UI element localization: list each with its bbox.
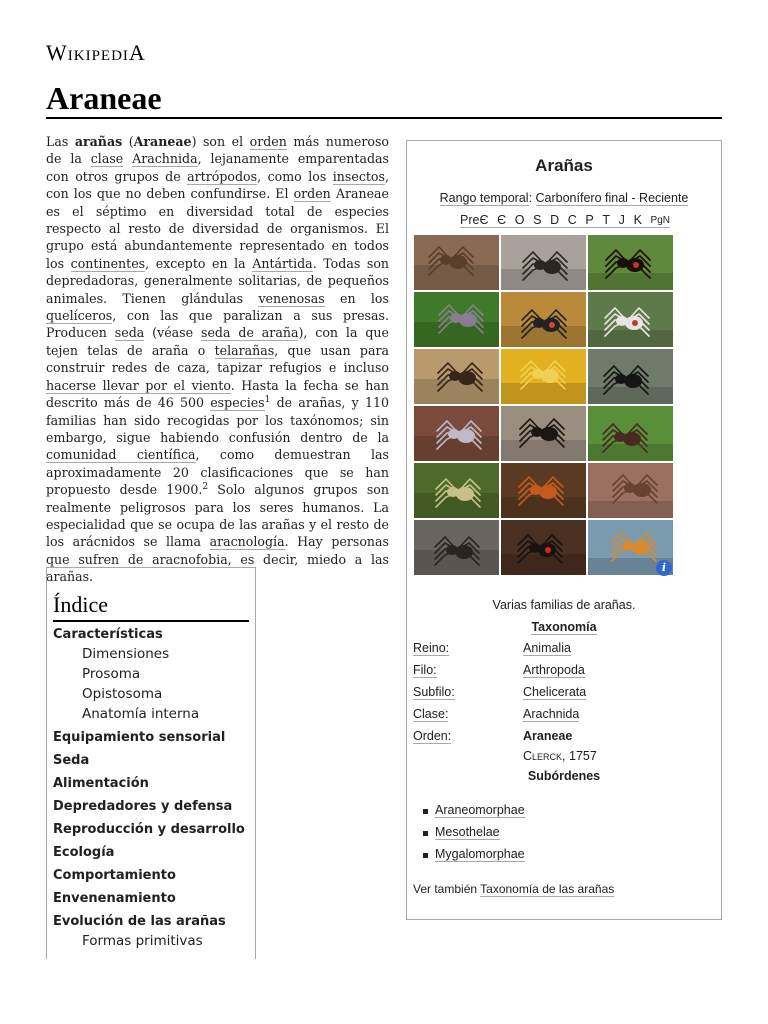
taxonomy-value[interactable]: Arthropoda xyxy=(523,663,585,677)
table-of-contents xyxy=(46,567,256,959)
spider-photo-14[interactable] xyxy=(501,463,586,518)
toc-item[interactable]: Características xyxy=(53,627,163,642)
intro-text: (véase xyxy=(144,325,201,341)
intro-text xyxy=(123,151,132,166)
spider-photo-image xyxy=(414,463,499,518)
taxobox-title: Arañas xyxy=(535,156,593,175)
intro-link[interactable]: clase xyxy=(90,151,124,167)
spider-photo-3[interactable] xyxy=(588,235,673,290)
intro-link[interactable]: venenosas xyxy=(258,290,325,306)
spider-photo-image xyxy=(501,235,586,290)
info-icon[interactable]: i xyxy=(656,560,672,576)
spider-photo-10[interactable] xyxy=(414,406,499,461)
period-label[interactable]: C xyxy=(567,213,577,227)
authority-name: Clerck xyxy=(523,749,563,763)
toc-item[interactable]: Dimensiones xyxy=(82,646,170,662)
period-label[interactable]: Є xyxy=(497,213,507,227)
intro-link[interactable]: aracnología xyxy=(209,534,285,550)
intro-link[interactable]: orden xyxy=(249,134,287,149)
period-label[interactable]: K xyxy=(633,213,642,227)
intro-paragraph xyxy=(46,133,389,586)
intro-text: , con los que no deben confundirse. El xyxy=(46,168,389,202)
intro-link[interactable]: continentes xyxy=(70,255,146,271)
authority-year: , 1757 xyxy=(562,749,597,763)
intro-link[interactable]: seda de araña xyxy=(201,325,299,341)
spider-photo-image xyxy=(501,520,586,575)
intro-bold: Araneae xyxy=(133,134,192,149)
period-label[interactable]: D xyxy=(550,213,560,227)
intro-text: , como los xyxy=(257,168,333,184)
spider-photo-15[interactable] xyxy=(588,463,673,518)
intro-text: ), con la que tejen telas de araña o xyxy=(46,325,389,358)
toc-item[interactable]: Reproducción y desarrollo xyxy=(53,822,245,837)
spider-photo-6[interactable] xyxy=(588,292,673,347)
spider-photo-9[interactable] xyxy=(588,349,673,404)
period-label[interactable]: P xyxy=(585,213,594,227)
spider-photo-image xyxy=(414,292,499,347)
intro-link[interactable]: Arachnida xyxy=(132,151,198,167)
intro-text: ) son el xyxy=(191,134,250,149)
taxonomy-header xyxy=(407,620,721,634)
suborders-header: Subórdenes xyxy=(527,769,601,783)
intro-link[interactable]: aracnofobia xyxy=(152,551,228,567)
intro-link[interactable]: Antártida xyxy=(252,255,313,271)
intro-link[interactable]: artrópodos xyxy=(187,168,258,184)
intro-text: Araneae es el séptimo en diversidad total de especies respecto al resto de diversidad de organismos. El grupo está abundantemente representado en todos los xyxy=(46,186,390,271)
intro-link[interactable]: seda xyxy=(114,325,145,341)
wordmark-final: A xyxy=(128,40,146,65)
spider-photo-image xyxy=(501,406,586,461)
intro-link[interactable]: hacerse llevar por el viento xyxy=(46,377,231,393)
intro-text: . Hay personas que sufren de xyxy=(46,534,389,567)
temporal-range-value[interactable]: Carbonífero final - Reciente xyxy=(535,191,689,205)
toc-item[interactable]: Alimentación xyxy=(53,776,149,791)
suborder-link[interactable]: Mygalomorphae xyxy=(435,847,525,861)
period-label[interactable]: O xyxy=(514,213,525,227)
intro-text: , es decir, miedo a las arañas. xyxy=(46,551,389,585)
intro-link[interactable]: insectos xyxy=(332,168,385,184)
temporal-range-link[interactable]: Rango temporal xyxy=(439,191,529,205)
spider-photo-image xyxy=(414,349,499,404)
period-label[interactable]: PgN xyxy=(650,215,670,226)
taxonomy-value[interactable]: Arachnida xyxy=(523,707,580,721)
period-label[interactable]: S xyxy=(533,213,542,227)
intro-text: . Hasta la fecha se han descrito más de 46 500 xyxy=(46,377,389,411)
suborder-item xyxy=(421,825,525,847)
toc-item[interactable]: Prosoma xyxy=(82,666,141,682)
spider-photo-image xyxy=(414,520,499,575)
toc-item[interactable]: Opistosoma xyxy=(82,686,163,702)
spider-photo-17[interactable] xyxy=(501,520,586,575)
toc-item[interactable]: Envenenamiento xyxy=(53,891,176,906)
intro-text: de arañas, y 110 familias han sido recogidas por los taxónomos; sin embargo, sigue habiendo confusión dentro de la xyxy=(46,395,389,445)
intro-text: , lejanamente emparentadas con otros grupos de xyxy=(46,151,389,184)
intro-text: , como demuestran las aproximadamente 20 clasificaciones que se han propuesto desde 1900. xyxy=(46,447,389,498)
taxonomy-rank[interactable]: Subfilo: xyxy=(413,685,455,699)
toc-item[interactable]: Ecología xyxy=(53,845,115,860)
spider-photo-image xyxy=(588,406,673,461)
taxonomy-value[interactable]: Animalia xyxy=(523,641,571,655)
intro-link[interactable]: especies xyxy=(210,395,265,411)
spider-photo-8[interactable] xyxy=(501,349,586,404)
wikipedia-wordmark[interactable] xyxy=(46,40,146,66)
spider-photo-image xyxy=(501,349,586,404)
period-label[interactable]: T xyxy=(602,213,611,227)
intro-link[interactable]: telarañas xyxy=(214,342,275,358)
period-label[interactable]: PreЄ xyxy=(460,213,489,227)
suborder-link[interactable]: Mesothelae xyxy=(435,825,500,839)
temporal-range: Rango temporal: Carbonífero final - Reciente xyxy=(439,191,689,205)
spider-photo-image xyxy=(588,349,673,404)
spider-photo-image xyxy=(414,406,499,461)
intro-text: , con las que paralizan a sus presas. Producen xyxy=(46,308,389,341)
spider-photo-4[interactable] xyxy=(414,292,499,347)
gallery-caption: Varias familias de arañas. xyxy=(492,598,636,612)
taxonomy-value: Araneae xyxy=(523,729,573,743)
see-also-prefix: Ver también xyxy=(413,882,481,896)
spider-photo-11[interactable] xyxy=(501,406,586,461)
suborder-item xyxy=(421,847,525,869)
spider-photo-12[interactable] xyxy=(588,406,673,461)
period-label[interactable]: J xyxy=(618,213,625,227)
spider-photo-13[interactable] xyxy=(414,463,499,518)
spider-photo-image xyxy=(414,235,499,290)
spider-photo-image xyxy=(588,292,673,347)
intro-text: en los xyxy=(324,290,389,306)
wordmark-initial: W xyxy=(46,40,68,65)
suborders-list xyxy=(421,803,525,869)
intro-link[interactable]: quelíceros xyxy=(46,308,113,324)
spider-photo-image xyxy=(588,235,673,290)
page-title: Araneae xyxy=(46,80,162,116)
reference-link[interactable]: 1 xyxy=(264,394,271,405)
spider-photo-image xyxy=(501,463,586,518)
taxonomy-link[interactable]: Taxonomía xyxy=(531,620,597,634)
toc-title: Índice xyxy=(53,592,249,622)
reference-link[interactable]: 2 xyxy=(202,481,209,492)
intro-text: más numeroso de la xyxy=(46,134,390,167)
geologic-period-bar[interactable] xyxy=(460,213,670,228)
spider-photo-image xyxy=(501,292,586,347)
taxonomy-rank[interactable]: Reino: xyxy=(413,641,450,655)
spider-photo-16[interactable] xyxy=(414,520,499,575)
suborder-item xyxy=(421,803,525,825)
taxonomy-rank[interactable]: Orden: xyxy=(413,729,452,743)
toc-list xyxy=(47,626,255,951)
toc-item[interactable]: Seda xyxy=(53,753,90,768)
intro-link[interactable]: comunidad científica xyxy=(46,447,196,463)
title-divider xyxy=(46,117,722,119)
spider-photo-7[interactable] xyxy=(414,349,499,404)
toc-item[interactable]: Evolución de las arañas xyxy=(53,914,226,929)
intro-bold: arañas xyxy=(74,134,123,149)
taxon-authority xyxy=(523,749,597,763)
toc-item[interactable]: Anatomía interna xyxy=(82,706,200,722)
spider-photo-2[interactable] xyxy=(501,235,586,290)
intro-text: Solo algunos grupos son realmente peligrosos para los seres humanos. La especialidad que se ocupa de las arañas y el resto de los arácnidos se llama xyxy=(46,482,390,550)
spider-photo-gallery[interactable] xyxy=(414,235,675,577)
intro-link[interactable]: orden xyxy=(293,186,331,202)
see-also xyxy=(413,882,614,896)
intro-text: . Todas son depredadoras, generalmente solitarias, de pequeños animales. Tienen glándulas xyxy=(46,255,390,306)
toc-item[interactable]: Comportamiento xyxy=(53,868,176,883)
taxonomy-rank[interactable]: Clase: xyxy=(413,707,449,721)
intro-text: Las xyxy=(46,134,75,149)
intro-text: , excepto en la xyxy=(145,255,253,271)
spider-photo-5[interactable] xyxy=(501,292,586,347)
see-also-link[interactable]: Taxonomía de las arañas xyxy=(480,882,615,896)
spider-photo-image xyxy=(588,463,673,518)
intro-text: ( xyxy=(122,134,134,149)
suborder-link[interactable]: Araneomorphae xyxy=(435,803,525,817)
taxobox xyxy=(406,140,722,920)
taxonomy-rank[interactable]: Filo: xyxy=(413,663,437,677)
taxonomy-value[interactable]: Chelicerata xyxy=(523,685,587,699)
toc-item[interactable]: Depredadores y defensa xyxy=(53,799,233,814)
wordmark-middle: ikipedi xyxy=(67,40,129,65)
intro-text: , que usan para construir redes de caza, tapizar refugios e incluso xyxy=(46,342,389,376)
spider-photo-1[interactable] xyxy=(414,235,499,290)
toc-item[interactable]: Equipamiento sensorial xyxy=(53,730,226,745)
toc-item[interactable]: Formas primitivas xyxy=(82,933,203,949)
